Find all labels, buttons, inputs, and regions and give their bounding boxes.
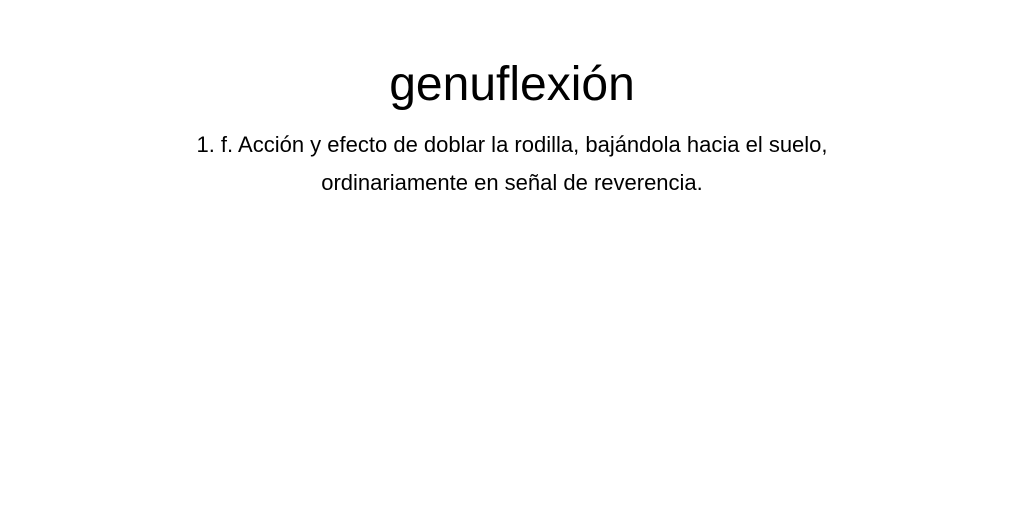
dictionary-entry <box>0 0 1024 202</box>
entry-headword: genuflexión <box>389 58 635 111</box>
entry-definition: 1. f. Acción y efecto de doblar la rodilla, bajándola hacia el suelo, ordinariamente en señal de reverencia. <box>196 132 828 195</box>
